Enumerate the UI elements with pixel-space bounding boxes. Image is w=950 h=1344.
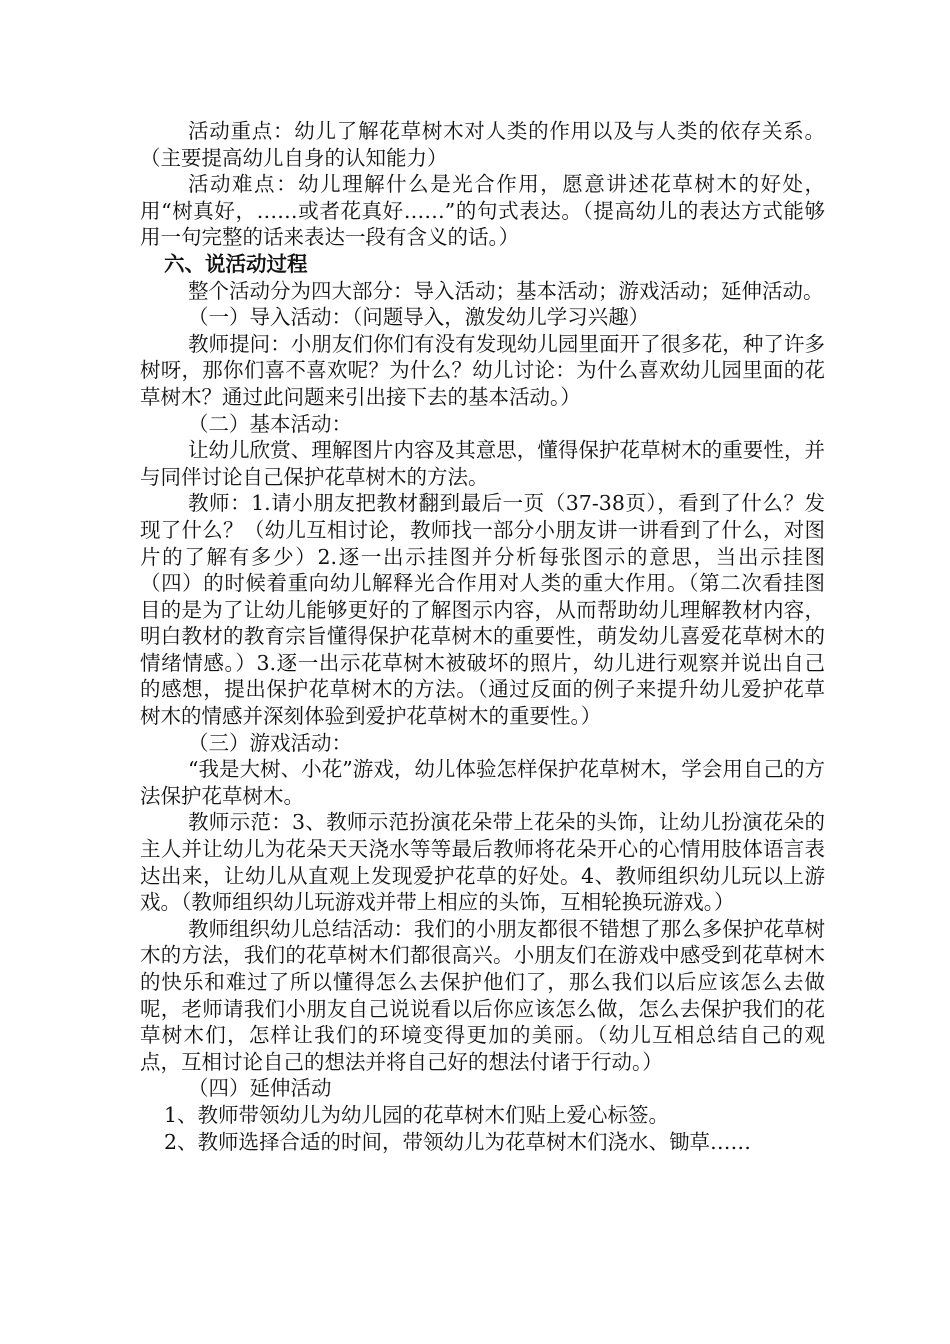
- part3-title: （三）游戏活动：: [188, 730, 352, 755]
- key-points-paragraph: 活动重点：幼儿了解花草树木对人类的作用以及与人类的依存关系。（主要提高幼儿自身的认知能力）: [140, 119, 825, 170]
- part3-demo: 教师示范：3、教师示范扮演花朵带上花朵的头饰，让幼儿扮演花朵的主人并让幼儿为花朵天天浇水等等最后教师将花朵开心的心情用肢体语言表达出来，让幼儿从直观上发现爱护花草的好处。4、教师组织幼儿玩以上游戏。（教师组织幼儿玩游戏并带上相应的头饰，互相轮换玩游戏。）: [140, 810, 825, 915]
- part4-title: （四）延伸活动: [188, 1076, 332, 1101]
- part4-item-1: 1、教师带领幼儿为幼儿园的花草树木们贴上爱心标签。: [164, 1102, 670, 1127]
- document-page: [140, 118, 825, 1155]
- part4-item-2: 2、教师选择合适的时间，带领幼儿为花草树木们浇水、锄草……: [164, 1129, 752, 1154]
- part3-summary: 教师组织幼儿总结活动：我们的小朋友都很不错想了那么多保护花草树木的方法，我们的花草树木们都很高兴。小朋友们在游戏中感受到花草树木的快乐和难过了所以懂得怎么去保护他们了，那么我们以后应该怎么去做呢，老师请我们小朋友自己说说看以后你应该怎么做，怎么去保护我们的花草树木们，怎样让我们的环境变得更加的美丽。（幼儿互相总结自己的观点，互相讨论自己的想法并将自己好的想法付诸于行动。）: [140, 916, 825, 1074]
- part3-intro: “我是大树、小花”游戏，幼儿体验怎样保护花草树木，学会用自己的方法保护花草树木。: [140, 757, 825, 808]
- difficult-points-paragraph: 活动难点：幼儿理解什么是光合作用，愿意讲述花草树木的好处，用“树真好，……或者花真好……”的句式表达。（提高幼儿的表达方式能够用一句完整的话来表达一段有含义的话。）: [140, 172, 825, 250]
- section-heading: 六、说活动过程: [164, 251, 308, 276]
- part1-title: （一）导入活动：（问题导入，激发幼儿学习兴趣）: [188, 305, 650, 330]
- overview-paragraph: 整个活动分为四大部分：导入活动；基本活动；游戏活动；延伸活动。: [188, 278, 824, 303]
- part2-body: 教师：1.请小朋友把教材翻到最后一页（37-38页），看到了什么？发现了什么？（幼儿互相讨论，教师找一部分小朋友讲一讲看到了什么，对图片的了解有多少）2.逐一出示挂图并分析每张图示的意思，当出示挂图（四）的时候着重向幼儿解释光合作用对人类的重大作用。（第二次看挂图目的是为了让幼儿能够更好的了解图示内容，从而帮助幼儿理解教材内容，明白教材的教育宗旨懂得保护花草树木的重要性，萌发幼儿喜爱花草树木的情绪情感。）3.逐一出示花草树木被破坏的照片，幼儿进行观察并说出自己的感想，提出保护花草树木的方法。（通过反面的例子来提升幼儿爱护花草树木的情感并深刻体验到爱护花草树木的重要性。）: [140, 491, 825, 729]
- part2-intro: 让幼儿欣赏、理解图片内容及其意思，懂得保护花草树木的重要性，并与同伴讨论自己保护花草树木的方法。: [140, 438, 825, 489]
- part2-title: （二）基本活动：: [188, 411, 352, 436]
- part1-body: 教师提问：小朋友们你们有没有发现幼儿园里面开了很多花，种了许多树呀，那你们喜不喜欢呢？为什么？幼儿讨论：为什么喜欢幼儿园里面的花草树木？通过此问题来引出接下去的基本活动。）: [140, 331, 825, 409]
